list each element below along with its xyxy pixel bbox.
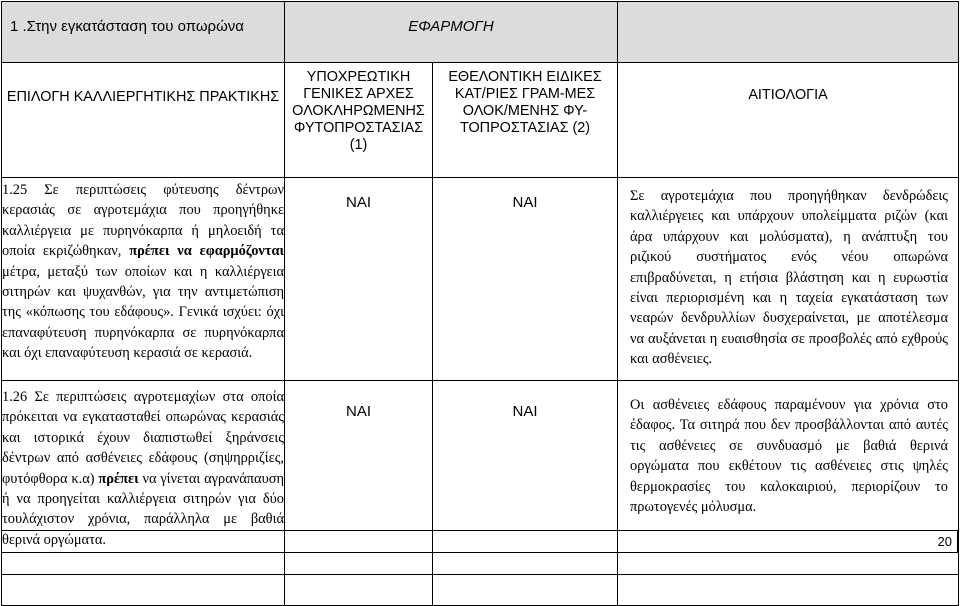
practice-emphasis: πρέπει (98, 470, 139, 487)
empty-cell (285, 575, 433, 606)
empty-row (2, 575, 959, 606)
practice-text: 1.26 Σε περιπτώσεις αγροτεμαχίων στα οποία πρόκειται να εγκατασταθεί οπωρώνας κερασιάς και ιστορικά έχουν διαπιστωθεί ξηράνσεις δέντρων από ασθένειες εδάφους (σηψηρριζίες, φυτόφθορα κ.α) (2, 389, 284, 487)
practice-text-end: να γίνεται αγρανάπαυση ή να προηγείται καλλιέργεια σιτηρών για δύο τουλάχιστον χρόνια, παράλληλα με βαθιά θερινά οργώματα. (2, 470, 284, 548)
practice-table (1, 1, 959, 606)
empty-cell (2, 575, 285, 606)
table-row (2, 178, 959, 381)
justification-text: Σε αγροτεμάχια που προηγήθηκαν δενδρώδεις καλλιέργειες και υπάρχουν υπολείμματα ριζών (και άρα υπάρχουν και μολύσματα), η ανάπτυξη του ριζικού συστήματος ενός νέου οπωρώνα επιβραδύνεται, η ετήσια βλάστηση και η ευρωστία είναι περιορισμένη και η ταχεία εγκατάσταση των νεαρών δενδρυλλίων δυσχεραίνεται, με αποτέλεσμα να αυξάνεται η ευαισθησία σε προσβολές από εχθρούς και ασθένειες. (618, 178, 959, 381)
header-practice: ΕΠΙΛΟΓΗ ΚΑΛΛΙΕΡΓΗΤΙΚΗΣ ΠΡΑΚΤΙΚΗΣ (2, 63, 285, 178)
section-title: 1 .Στην εγκατάσταση του οπωρώνα (2, 2, 285, 63)
page-number: 20 (937, 534, 952, 549)
practice-text: 1.25 Σε περιπτώσεις φύτευσης δέντρων κερασιάς σε αγροτεμάχια που προηγήθηκε καλλιέργεια με πυρηνόκαρπα ή μηλοειδή τα οποία εκριζώθηκαν, (2, 182, 284, 260)
voluntary-value: ΝΑΙ (433, 381, 618, 575)
application-title: ΕΦΑΡΜΟΓΗ (285, 2, 618, 63)
voluntary-value: ΝΑΙ (433, 178, 618, 381)
empty-cell (618, 575, 959, 606)
header-justification: ΑΙΤΙΟΛΟΓΙΑ (618, 63, 959, 178)
title-empty-cell (618, 2, 959, 63)
mandatory-value: ΝΑΙ (285, 178, 433, 381)
practice-text-end: μέτρα, μεταξύ των οποίων και η καλλιέργεια σιτηρών και ψυχανθών, για την αντιμετώπιση της «κόπωσης του εδάφους». Γενικά ισχύει: όχι επαναφύτευση πυρηνόκαρπα σε πυρηνόκαρπα και όχι επαναφύτευση κερασιά σε κερασιά. (2, 263, 284, 362)
column-header-row (2, 63, 959, 178)
header-mandatory: ΥΠΟΧΡΕΩΤΙΚΗ ΓΕΝΙΚΕΣ ΑΡΧΕΣ ΟΛΟΚΛΗΡΩΜΕΝΗΣ ΦΥΤΟΠΡΟΣΤΑΣΙΑΣ (1) (285, 63, 433, 178)
empty-cell (433, 575, 618, 606)
practice-cell (2, 178, 285, 381)
title-row (2, 2, 959, 63)
practice-emphasis: πρέπει να εφαρμόζονται (129, 243, 284, 260)
header-voluntary: ΕΘΕΛΟΝΤΙΚΗ ΕΙΔΙΚΕΣ ΚΑΤ/ΡΙΕΣ ΓΡΑΜ-ΜΕΣ ΟΛΟΚ/ΜΕΝΗΣ ΦΥ-ΤΟΠΡΟΣΤΑΣΙΑΣ (2) (433, 63, 618, 178)
mandatory-value: ΝΑΙ (285, 381, 433, 575)
page-footer (1, 530, 958, 553)
justification-text: Οι ασθένειες εδάφους παραμένουν για χρόνια στο έδαφος. Τα σιτηρά που δεν προσβάλλονται από αυτές τις ασθένειες σε συνδυασμό με βαθιά θερινά οργώματα που εκθέτουν τις ασθένειες στις ψηλές θερμοκρασίες του καλοκαιριού, περιορίζουν το πρωτογενές μόλυσμα. (618, 381, 959, 575)
